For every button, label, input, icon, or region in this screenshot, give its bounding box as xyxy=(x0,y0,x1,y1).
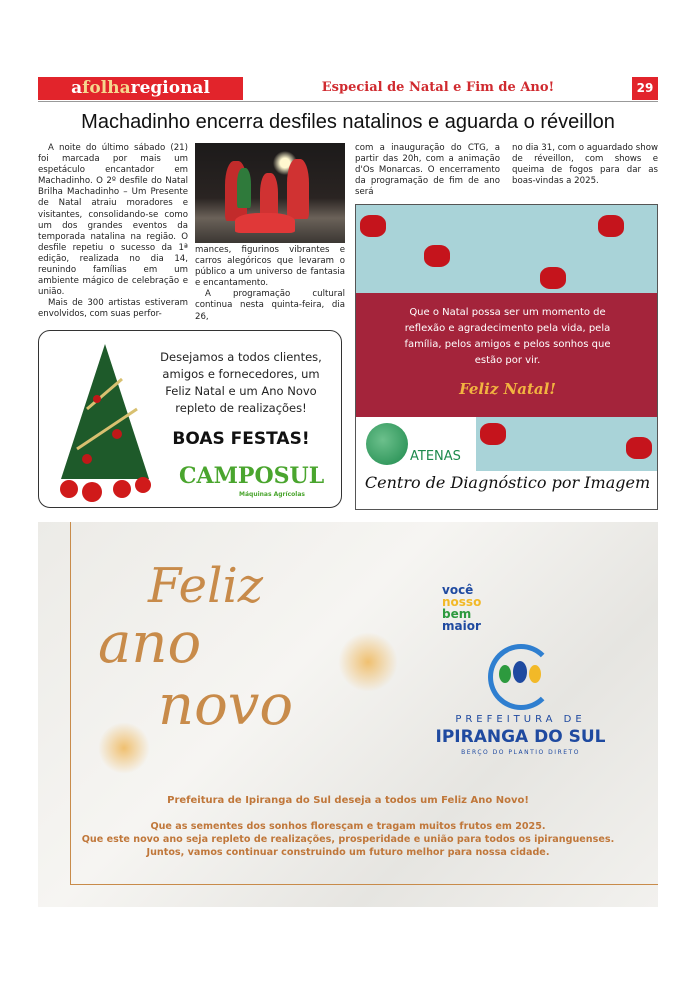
slogan-word: nosso xyxy=(442,595,482,609)
candy-icon xyxy=(626,437,652,459)
page-number: 29 xyxy=(632,77,658,100)
newspaper-logo xyxy=(38,77,243,100)
christmas-message: Que o Natal possa ser um momento de reflexão e agradecimento pela vida, pela família, pelos amigos e pelos sonhos que estão por vir. xyxy=(404,307,611,366)
slogan-word: bem xyxy=(442,607,472,621)
message-line: Que as sementes dos sonhos floresçam e tragam muitos frutos em 2025. xyxy=(150,821,546,832)
christmas-message-band xyxy=(356,293,658,417)
atenas-tagline: Centro de Diagnóstico por Imagem xyxy=(364,473,651,492)
camposul-tagline: Máquinas Agrícolas xyxy=(239,491,305,498)
atenas-ad xyxy=(355,204,658,510)
christmas-tree-icon xyxy=(57,339,157,504)
candy-icon xyxy=(540,267,566,289)
camposul-ad xyxy=(38,330,342,508)
section-title: Especial de Natal e Fim de Ano! xyxy=(321,80,555,95)
gold-frame-line xyxy=(70,884,658,885)
firework-icon xyxy=(338,632,398,692)
dancer-figure xyxy=(237,168,251,208)
greeting-message: Desejamos a todos clientes, amigos e fornecedores, um Feliz Natal e um Ano Novo repleto de realizações! xyxy=(160,350,322,415)
article-column-1 xyxy=(38,143,188,321)
camposul-logo: CAMPOSUL xyxy=(179,463,325,489)
dancer-figure xyxy=(235,213,295,233)
message-line: Que este novo ano seja repleto de realizações, prosperidade e união para todos os ipiranguenses. xyxy=(81,834,615,845)
paragraph: A noite do último sábado (21) foi marcada por mais um espetáculo encantador em Machadinho. O 2º desfile do Natal Brilha Machadinho – Um Presente de Natal atraiu moradores e visitantes, consolidando-se como um dos grandes eventos da temporada natalina na região. O desfile repetiu o sucesso da 1ª edição, realizada no dia 14, reunindo famílias em um ambiente mágico de celebração e união. xyxy=(38,143,188,298)
prefeitura-ad xyxy=(38,522,658,907)
logo-folha: folha xyxy=(82,78,131,98)
candy-icon xyxy=(360,215,386,237)
paragraph: A programação cultural continua nesta quinta-feira, dia 26, xyxy=(195,289,345,322)
org-name: IPIRANGA DO SUL xyxy=(435,727,606,747)
slogan-word: você xyxy=(442,583,474,597)
header-divider xyxy=(38,101,658,102)
candy-background xyxy=(356,205,658,293)
article-column-2 xyxy=(195,245,345,323)
firework-icon xyxy=(98,722,150,774)
org-top: PREFEITURA DE xyxy=(455,714,586,725)
candy-background xyxy=(476,417,658,471)
paragraph: mances, figurinos vibrantes e carros alegóricos que levaram o público a um universo de fantasia e encantamento. xyxy=(195,245,345,289)
headline-feliz: Feliz xyxy=(148,558,264,614)
logo-regional: regional xyxy=(130,78,210,98)
atenas-logo-text: ATENAS xyxy=(410,449,461,464)
new-year-message xyxy=(38,820,658,859)
article-column-4: no dia 31, com o aguardado show de réveillon, com shows e queima de fogos para dar as boas-vindas a 2025. xyxy=(512,143,658,187)
slogan-logo xyxy=(442,584,481,632)
atenas-logo-icon xyxy=(366,423,408,465)
article-title: Machadinho encerra desfiles natalinos e aguarda o réveillon xyxy=(81,111,615,133)
slogan-word: maior xyxy=(442,619,481,633)
boas-festas: BOAS FESTAS! xyxy=(172,429,310,449)
org-tagline: BERÇO DO PLANTIO DIRETO xyxy=(461,749,580,756)
candy-icon xyxy=(424,245,450,267)
feliz-natal: Feliz Natal! xyxy=(459,380,556,398)
headline-ano: ano xyxy=(98,611,202,676)
message-line: Juntos, vamos continuar construindo um futuro melhor para nossa cidade. xyxy=(146,847,550,858)
paragraph: Mais de 300 artistas estiveram envolvidos, com suas perfor- xyxy=(38,298,188,320)
new-year-wish: Prefeitura de Ipiranga do Sul deseja a todos um Feliz Ano Novo! xyxy=(167,795,529,806)
article-column-3: com a inauguração do CTG, a partir das 20h, com a animação d'Os Monarcas. O encerramento da programação de fim de ano será xyxy=(355,143,500,198)
candy-icon xyxy=(598,215,624,237)
prefeitura-logo-icon xyxy=(488,644,554,710)
candy-icon xyxy=(480,423,506,445)
dancer-figure xyxy=(287,159,309,219)
logo-a: a xyxy=(71,78,83,98)
parade-photo xyxy=(195,143,345,243)
headline-novo: novo xyxy=(158,673,294,738)
